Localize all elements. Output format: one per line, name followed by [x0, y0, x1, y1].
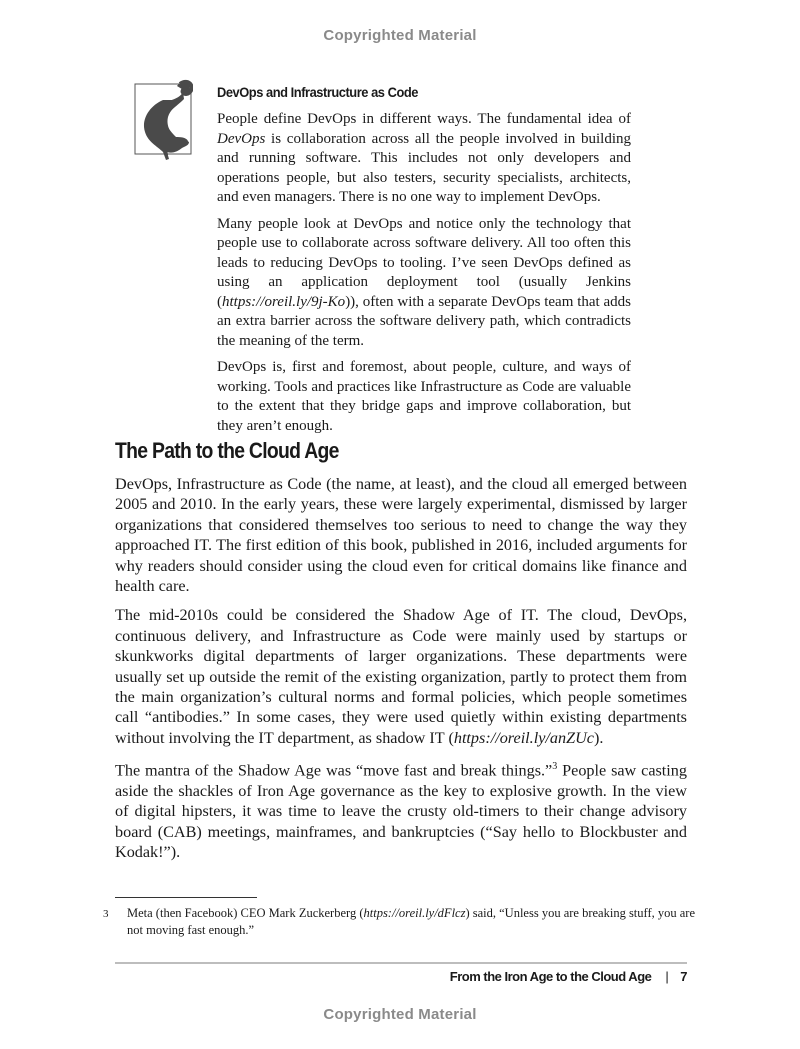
- footnote-reference[interactable]: 3: [552, 761, 558, 773]
- shadow-it-link[interactable]: https://oreil.ly/anZUc: [453, 728, 594, 747]
- footnote-divider: [115, 897, 257, 898]
- body-paragraph: The mantra of the Shadow Age was “move fast and break things.”$^3$ People saw casting aside the shackles of Iron Age governance as the key to explosive growth. In the view of digital hipsters, it was time to leave the crusty old-timers to their change advisory board (CAB) meetings, mainframes, and bankruptcies (“Say hello to Blockbuster and Kodak!”).: [115, 761, 687, 862]
- jenkins-link[interactable]: https://oreil.ly/9j-Ko: [222, 293, 346, 310]
- copyright-watermark-top: Copyrighted Material: [323, 27, 477, 44]
- note-paragraph: DevOps is, first and foremost, about people, culture, and ways of working. Tools and practices like Infrastructure as Code are valuable to the extent that they bridge gaps and improve collaboration, but they aren’t enough.: [217, 359, 631, 434]
- body-paragraph: DevOps, Infrastructure as Code (the name, at least), and the cloud all emerged between 2005 and 2010. In the early years, these were largely experimental, dismissed by larger organizations that considered themselves too serious to need to change the way they approached IT. The first edition of this book, published in 2016, included arguments for why readers should consider using the cloud even for critical domains like finance and health care.: [115, 475, 687, 596]
- footer-divider: [115, 962, 687, 964]
- section-path-to-cloud-age: [115, 438, 687, 872]
- footnote: 3 Meta (then Facebook) CEO Mark Zuckerberg (https://oreil.ly/dFlcz) said, “Unless you are breaking stuff, you are not moving fast enough.”: [103, 906, 696, 937]
- copyright-watermark-bottom: Copyrighted Material: [323, 1006, 477, 1023]
- zuckerberg-link[interactable]: https://oreil.ly/dFlcz: [363, 906, 466, 920]
- page-number: 7: [680, 969, 687, 984]
- lemur-icon: [133, 76, 193, 161]
- body-paragraph: The mid-2010s could be considered the Shadow Age of IT. The cloud, DevOps, continuous delivery, and Infrastructure as Code were mainly used by startups or skunkworks digital departments of larger organizations. These departments were usually set up outside the remit of the existing organization, partly to protect them from the main organization’s cultural norms and formal policies, which people sometimes call “antibodies.” In some cases, they were used quietly within existing departments without involving the IT department, as shadow IT (https://oreil.ly/anZUc).: [115, 606, 687, 747]
- page-footer: [450, 969, 687, 984]
- footer-separator: |: [665, 969, 669, 984]
- section-heading: The Path to the Cloud Age: [115, 438, 339, 463]
- note-title: DevOps and Infrastructure as Code: [217, 84, 418, 100]
- note-paragraph: People define DevOps in different ways. The fundamental idea of DevOps is collaboration across all the people involved in building and running software. This includes not only developers and operations people, but also testers, security specialists, architects, and even managers. There is no one way to implement DevOps.: [217, 111, 631, 205]
- footnote-number: 3: [103, 908, 109, 920]
- note-paragraph: Many people look at DevOps and notice only the technology that people use to collaborate across software delivery. All too often this leads to reducing DevOps to tooling. I’ve seen DevOps defined as using an application deployment tool (usually Jenkins (https://oreil.ly/9j-Ko)), often with a separate DevOps team that adds an extra barrier across the software delivery path, which contradicts the meaning of the term.: [217, 215, 631, 349]
- running-chapter-title: From the Iron Age to the Cloud Age: [449, 969, 652, 984]
